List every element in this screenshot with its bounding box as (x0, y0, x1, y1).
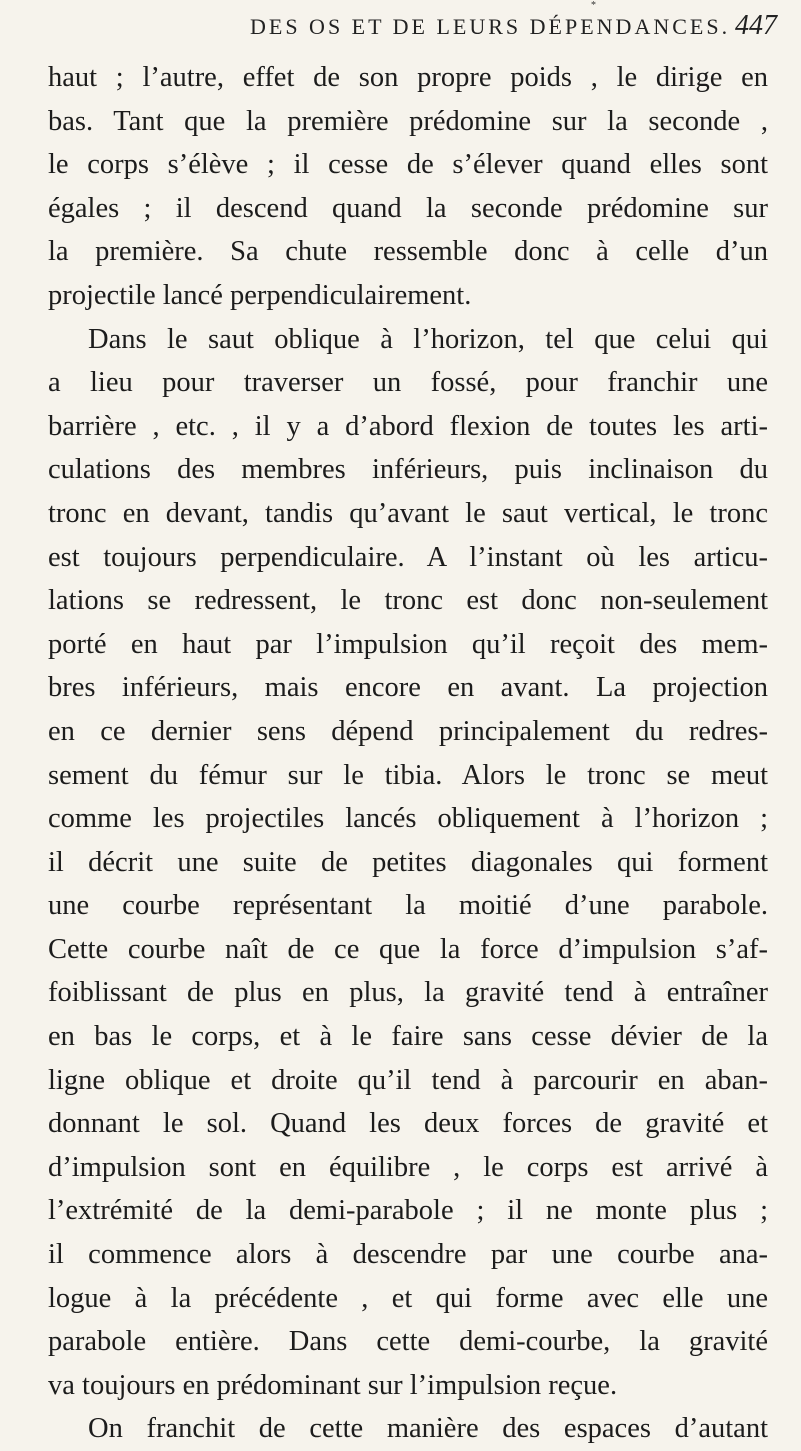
printer-mark: * (591, 0, 596, 11)
text-line: l’extrémité de la demi-parabole ; il ne monte plus ; (48, 1195, 768, 1227)
body-text (48, 56, 768, 1451)
text-line: en ce dernier sens dépend principalement du redres- (48, 715, 768, 747)
text-line: a lieu pour traverser un fossé, pour franchir une (48, 367, 768, 399)
text-line: Dans le saut oblique à l’horizon, tel que celui qui (88, 323, 768, 355)
text-line: la première. Sa chute ressemble donc à celle d’un (48, 236, 768, 268)
text-line: bres inférieurs, mais encore en avant. La projection (48, 672, 768, 704)
text-line: lations se redressent, le tronc est donc non-seulement (48, 585, 768, 617)
text-line: haut ; l’autre, effet de son propre poids , le dirige en (48, 62, 768, 93)
text-line: comme les projectiles lancés obliquement à l’horizon ; (48, 803, 768, 835)
text-line: On franchit de cette manière des espaces d’autant (88, 1413, 768, 1445)
text-line: tronc en devant, tandis qu’avant le saut vertical, le tronc (48, 497, 768, 529)
text-line: parabole entière. Dans cette demi-courbe, la gravité (48, 1326, 768, 1358)
text-line: ligne oblique et droite qu’il tend à parcourir en aban- (48, 1064, 768, 1096)
text-line: Cette courbe naît de ce que la force d’impulsion s’af- (48, 933, 768, 965)
text-line: d’impulsion sont en équilibre , le corps est arrivé à (48, 1151, 768, 1183)
text-line: donnant le sol. Quand les deux forces de gravité et (48, 1108, 768, 1140)
running-head: DES OS ET DE LEURS DÉPENDANCES. (250, 14, 731, 39)
text-line: sement du fémur sur le tibia. Alors le tronc se meut (48, 759, 768, 791)
page-number: 447 (735, 10, 777, 41)
text-line: culations des membres inférieurs, puis inclinaison du (48, 454, 768, 486)
text-line: foiblissant de plus en plus, la gravité tend à entraîner (48, 977, 768, 1009)
text-line: égales ; il descend quand la seconde prédomine sur (48, 192, 768, 224)
text-line: porté en haut par l’impulsion qu’il reçoit des mem- (48, 628, 768, 660)
text-line: il commence alors à descendre par une courbe ana- (48, 1239, 768, 1271)
text-line: il décrit une suite de petites diagonales qui forment (48, 846, 768, 878)
text-line: barrière , etc. , il y a d’abord flexion de toutes les arti- (48, 410, 768, 442)
text-line: une courbe représentant la moitié d’une parabole. (48, 890, 768, 922)
text-line: bas. Tant que la première prédomine sur la seconde , (48, 105, 768, 137)
text-line: logue à la précédente , et qui forme avec elle une (48, 1282, 768, 1314)
text-line: est toujours perpendiculaire. A l’instant où les articu- (48, 541, 768, 573)
text-line: en bas le corps, et à le faire sans cesse dévier de la (48, 1021, 768, 1053)
text-line: le corps s’élève ; il cesse de s’élever quand elles sont (48, 149, 768, 181)
text-line: projectile lancé perpendiculairement. (48, 279, 472, 311)
text-line: va toujours en prédominant sur l’impulsion reçue. (48, 1369, 618, 1401)
